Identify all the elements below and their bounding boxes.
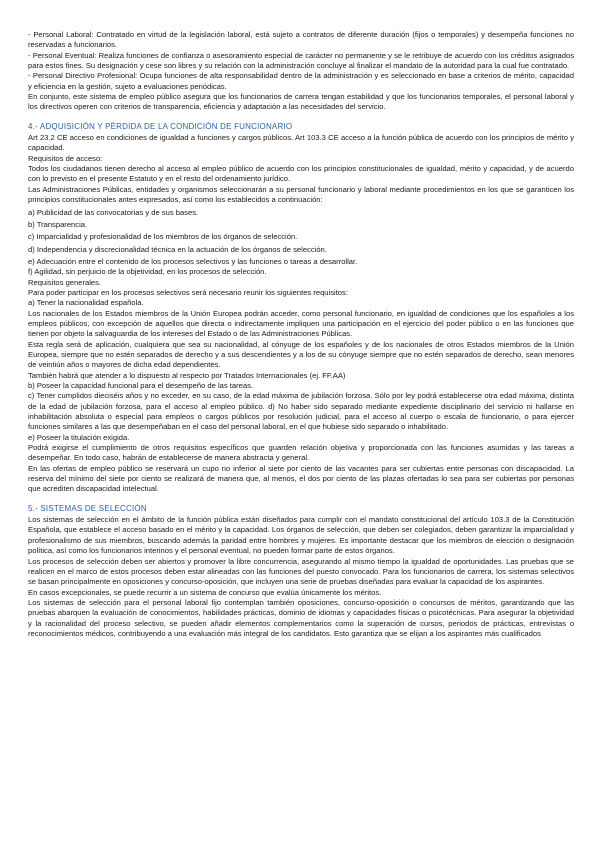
list-item: f) Agilidad, sin perjuicio de la objetividad, en los procesos de selección.: [28, 267, 267, 277]
list-item: c) Imparcialidad y profesionalidad de los miembros de los órganos de selección.: [28, 232, 298, 242]
paragraph-articulos: Art 23.2 CE acceso en condiciones de igualdad a funciones y cargos públicos. Art 103.3 CE acceso a la función pública de acuerdo con los principios de mérito y capacidad.: [28, 133, 574, 153]
paragraph-conjunto: En conjunto, este sistema de empleo público asegura que los funcionarios de carrera tengan estabilidad y que los funcionarios temporales, el personal laboral y los directivos operen con criterios de transparencia, eficiencia y adaptación a las necesidades del servicio.: [28, 92, 574, 112]
paragraph-derecho-acceso: Todos los ciudadanos tienen derecho al acceso al empleo público de acuerdo con los principios constitucionales de igualdad, mérito y capacidad, y de acuerdo con lo previsto en el presente Estatuto y en el resto del ordenamiento jurídico.: [28, 164, 574, 184]
paragraph-conyuge: Esta regla será de aplicación, cualquiera que sea su nacionalidad, al cónyuge de los españoles y de los nacionales de otros Estados miembros de la Unión Europea, siempre que no estén separados de derecho y a sus descendientes y a los de su cónyuge siempre que no estén separados de derecho, sean menores de veintiún años o mayores de dicha edad dependientes.: [28, 339, 574, 370]
paragraph-procesos: Los procesos de selección deben ser abiertos y promover la libre concurrencia, asegurando al mismo tiempo la igualdad de oportunidades. Las pruebas que se realicen en el marco de estos procesos deben estar alineadas con las funciones del puesto convocado. Para los funcionarios de carrera, los sistemas selectivos se basan principalmente en oposiciones y concurso-oposición, que incluyen una serie de pruebas diseñadas para evaluar la capacidad de los aspirantes.: [28, 556, 574, 587]
requisitos-acceso-title: Requisitos de acceso:: [28, 153, 103, 163]
paragraph-sistemas-seleccion: Los sistemas de selección en el ámbito de la función pública están diseñados para cumplir con el mandato constitucional del artículo 103.3 de la Constitución Española, que establece el acceso basado en el mérito y la capacidad. Los órganos de selección, que deben ser colegiados, deben garantizar la imparcialidad y profesionalismo de sus miembros, buscando además la paridad entre hombres y mujeres. Es importante destacar que los miembros de elección o designación política, así como los funcionarios interinos y el personal eventual, no pueden formar parte de estos órganos.: [28, 515, 574, 556]
paragraph-otros-requisitos: Podrá exigirse el cumplimiento de otros requisitos específicos que guarden relación objetiva y proporcionada con las funciones asumidas y las tareas a desempeñar. En todo caso, habrán de establecerse de manera abstracta y general.: [28, 443, 574, 463]
list-item: b) Transparencia.: [28, 219, 88, 229]
document-page: [28, 30, 574, 639]
paragraph-tratados: También habrá que atender a lo dispuesto al respecto por Tratados Internacionales (ej. FF.AA): [28, 370, 346, 380]
section-5-heading: 5.- SISTEMAS DE SELECCIÓN: [28, 503, 147, 513]
paragraph-personal-laboral: - Personal Laboral: Contratado en virtud de la legislación laboral, está sujeto a contratos de diferente duración (fijos o temporales) y desempeña funciones no reservadas a funcionarios.: [28, 30, 574, 50]
requisitos-generales-title: Requisitos generales.: [28, 277, 102, 287]
paragraph-personal-eventual: - Personal Eventual: Realiza funciones de confianza o asesoramiento especial de carácter no permanente y se le retribuye de acuerdo con los créditos asignados para estos fines. Su designación y cese son libres y su relación con la administración concluye al finalizar el mandato de la autoridad para la cual fue contratado.: [28, 50, 574, 71]
list-item: d) Independencia y discrecionalidad técnica en la actuación de los órganos de selección.: [28, 244, 327, 254]
requisito-edad: c) Tener cumplidos dieciséis años y no exceder, en su caso, de la edad máxima de jubilación forzosa. Sólo por ley podrá establecerse otra edad máxima, distinta de la edad de jubilación forzosa, para el acceso al empleo público. d) No haber sido separado mediante expediente disciplinario del servicio ni hallarse en inhabilitación absoluta o especial para empleos o cargos públicos por resolución judicial, para el acceso al cuerpo o escala de funcionario, o para ejercer funciones similares a las que desempeñaban en el caso del personal laboral, en el que hubiese sido separado o inhabilitado.: [28, 391, 574, 432]
paragraph-administraciones: Las Administraciones Públicas, entidades y organismos seleccionarán a su personal funcionario y laboral mediante procedimientos en los que se garanticen los principios constitucionales antes expresados, así como los establecidos a continuación:: [28, 184, 574, 205]
paragraph-personal-directivo: - Personal Directivo Profesional: Ocupa funciones de alta responsabilidad dentro de la administración y es seleccionado en base a criterios de mérito, capacidad y eficiencia en la gestión, sujeto a evaluaciones periódicas.: [28, 71, 574, 91]
section-4-heading: 4.- ADQUISICIÓN Y PÉRDIDA DE LA CONDICIÓN DE FUNCIONARIO: [28, 121, 293, 131]
requisito-capacidad: b) Poseer la capacidad funcional para el desempeño de las tareas.: [28, 381, 254, 390]
list-item: a) Publicidad de las convocatorias y de sus bases.: [28, 207, 199, 217]
paragraph-discapacidad: En las ofertas de empleo público se reservará un cupo no inferior al siete por ciento de las vacantes para ser cubiertas entre personas con discapacidad. La reserva del mínimo del siete por ciento se realizará de manera que, al menos, el dos por ciento de las plazas ofertadas lo sea para ser cubiertas por personas que acrediten discapacidad intelectual.: [28, 463, 574, 494]
paragraph-nacionales-ue: Los nacionales de los Estados miembros de la Unión Europea podrán acceder, como personal funcionario, en igualdad de condiciones que los españoles a los empleos públicos, con excepción de aquellos que directa o indirectamente impliquen una participación en el ejercicio del poder público o en las funciones que tienen por objeto la salvaguardia de los intereses del Estado o de las Administraciones Públicas.: [28, 308, 574, 339]
paragraph-personal-laboral-fijo: Los sistemas de selección para el personal laboral fijo contemplan también oposiciones, concurso-oposición o concursos de méritos, garantizando que las pruebas abarquen la evaluación de conocimientos, habilidades prácticas, dominio de idiomas y capacidades físicas o psicotécnicas. Para asegurar la objetividad y la racionalidad del proceso selectivo, se pueden añadir elementos complementarios como la superación de cursos, periodos de prácticas, entrevistas o reconocimientos médicos, contribuyendo a una evaluación más integral de los candidatos. Esto garantiza que se elijan a los aspirantes más cualificados: [28, 597, 574, 638]
paragraph-casos-excepcionales: En casos excepcionales, se puede recurrir a un sistema de concurso que evalúa únicamente los méritos.: [28, 587, 382, 597]
requisito-titulacion: e) Poseer la titulación exigida.: [28, 432, 130, 442]
list-item: e) Adecuación entre el contenido de los procesos selectivos y las funciones o tareas a desarrollar.: [28, 256, 358, 266]
requisito-nacionalidad: a) Tener la nacionalidad española.: [28, 298, 144, 308]
paragraph-requisitos-intro: Para poder participar en los procesos selectivos será necesario reunir los siguientes requisitos:: [28, 287, 348, 297]
